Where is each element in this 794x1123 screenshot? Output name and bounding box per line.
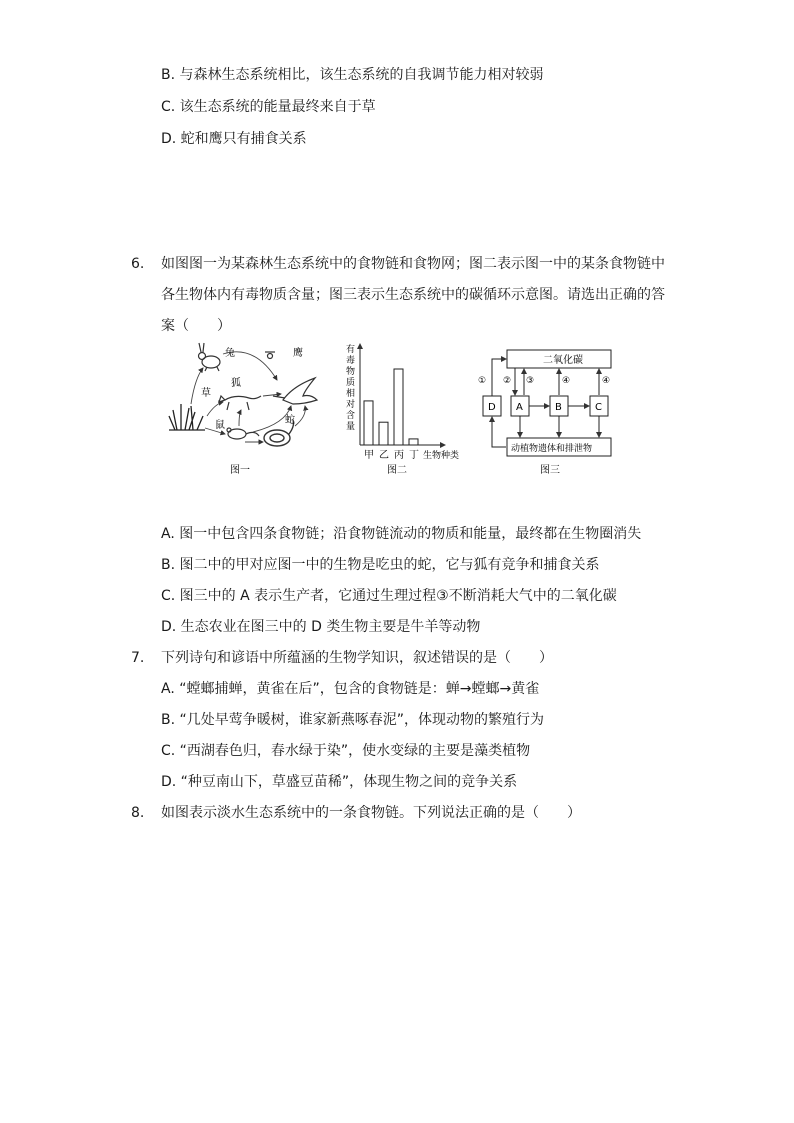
q6-option-d: D. 生态农业在图三中的 D 类生物主要是牛羊等动物 [161,619,481,635]
mark-4a: ④ [562,376,571,386]
fig1-label-snake: 蛇 [285,415,295,426]
fig2-ylabel-char: 质 [346,378,356,388]
fig1-label-rabbit: 兔 [225,348,235,359]
fig1-label-mouse: 鼠 [215,420,225,431]
q6-number: 6. [131,256,145,272]
fig2-ylabel-char: 相 [346,389,356,399]
q6-option-c: C. 图三中的 A 表示生产者，它通过生理过程③不断消耗大气中的二氧化碳 [161,588,617,604]
q7-number: 7. [131,650,145,666]
food-web-figure [169,343,317,476]
q7-option-a: A. “螳螂捕蝉，黄雀在后”，包含的食物链是：蝉→螳螂→黄雀 [161,681,540,697]
q5-option-c: C. 该生态系统的能量最终来自于草 [161,99,376,115]
fig2-bar-3 [409,439,418,445]
mark-3: ③ [526,376,535,386]
b-label: B [555,402,562,413]
mark-4b: ④ [602,376,611,386]
q7-option-b: B. “几处早莺争暖树，谁家新燕啄春泥”，体现动物的繁殖行为 [161,712,545,728]
fig1-label-grass: 草 [201,388,211,399]
fig2-bar-0 [364,401,373,445]
carbon-cycle-figure [478,350,611,476]
fig2-xlabel: 生物种类 [423,451,460,461]
grass-icon [169,404,205,430]
fig2-ylabel-char: 毒 [346,356,356,366]
q5-option-b: B. 与森林生态系统相比，该生态系统的自我调节能力相对较弱 [161,67,544,83]
fig2-bar-2 [394,369,403,445]
remains-label: 动植物遗体和排泄物 [511,444,593,454]
fig1-caption: 图一 [230,465,250,476]
mouse-icon [227,428,259,439]
mark-1: ① [478,376,487,386]
fig2-category-3: 丁 [409,450,419,461]
q6-stem-line-1: 如图图一为某森林生态系统中的食物链和食物网；图二表示图一中的某条食物链中 [161,256,665,272]
q8-number: 8. [131,805,145,821]
mark-2: ② [503,376,512,386]
fig2-ylabel-char: 有 [346,345,356,355]
c-label: C [595,402,602,413]
fig2-ylabel-char: 含 [346,411,356,421]
fig2-bar-1 [379,422,388,445]
q6-figure [165,338,623,483]
co2-label: 二氧化碳 [543,355,583,366]
q7-option-c: C. “西湖春色归，春水绿于染”，使水变绿的主要是藻类植物 [161,743,531,759]
fig2-ylabel-char: 物 [346,367,356,377]
d-label: D [488,402,496,413]
fig2-ylabel-char: 对 [346,400,356,410]
fig2-ylabel-char: 量 [346,422,356,432]
q5-option-d: D. 蛇和鹰只有捕食关系 [161,131,307,147]
q6-stem-line-2: 各生物体内有毒物质含量；图三表示生态系统中的碳循环示意图。请选出正确的答 [161,287,665,303]
fox-icon [219,396,261,410]
toxin-bar-chart [346,343,459,476]
fig3-caption: 图三 [540,465,560,476]
fig1-label-fox: 狐 [231,378,241,389]
rabbit-icon [199,343,221,371]
q8-stem: 如图表示淡水生态系统中的一条食物链。下列说法正确的是（ ） [161,805,581,821]
fig2-category-0: 甲 [364,450,374,461]
q6-option-b: B. 图二中的甲对应图一中的生物是吃虫的蛇，它与狐有竞争和捕食关系 [161,557,600,573]
q7-stem: 下列诗句和谚语中所蕴涵的生物学知识，叙述错误的是（ ） [161,650,553,666]
fig2-category-1: 乙 [379,450,389,461]
fig2-ylabel [346,343,355,432]
q6-stem-line-3: 案（ ） [161,318,231,334]
fig1-label-hawk: 鹰 [293,348,303,359]
hawk-icon [265,352,317,404]
fig2-caption: 图二 [387,465,407,476]
q7-option-d: D. “种豆南山下，草盛豆苗稀”，体现生物之间的竞争关系 [161,774,518,790]
a-label: A [516,402,523,413]
q6-option-a: A. 图一中包含四条食物链；沿食物链流动的物质和能量，最终都在生物圈消失 [161,526,642,542]
fig2-category-2: 丙 [394,450,404,461]
